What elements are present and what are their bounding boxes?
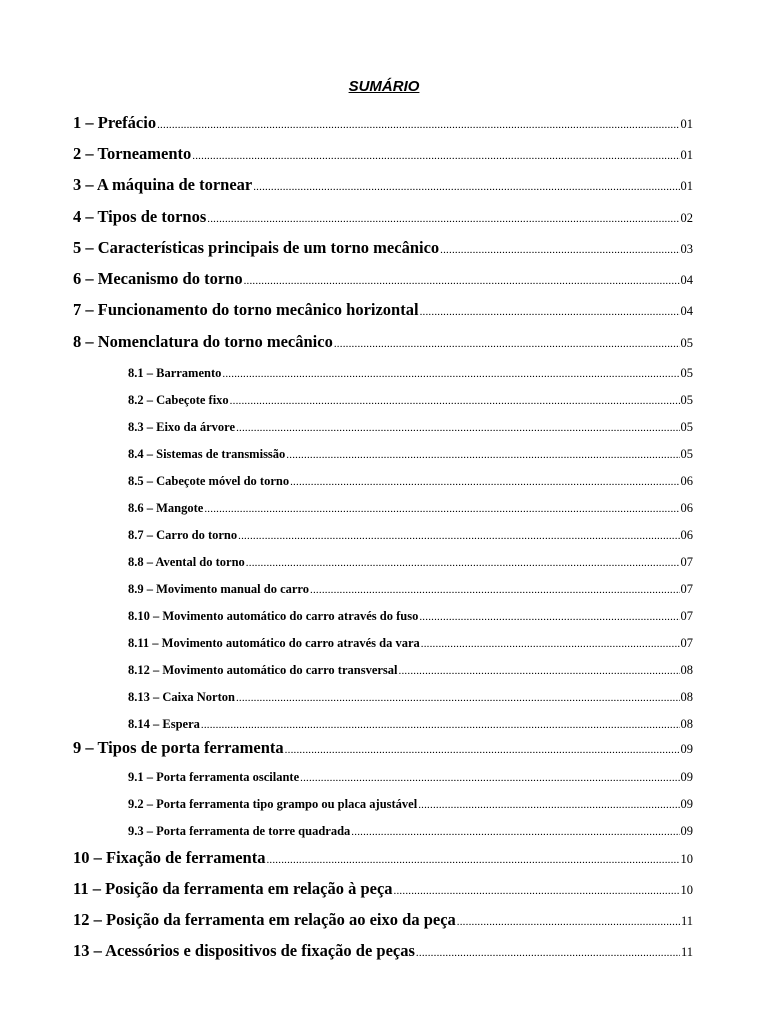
toc-entry-page-number: 07: [680, 582, 693, 596]
toc-entry-label: 8.3 – Eixo da árvore: [128, 420, 236, 434]
toc-entry-page-number: 11: [680, 945, 693, 959]
toc-entry-label: 9.1 – Porta ferramenta oscilante: [128, 770, 300, 784]
toc-entry-page-number: 01: [680, 179, 693, 193]
toc-entry: [128, 553, 693, 572]
toc-entry: [128, 795, 693, 814]
toc-entry: [128, 661, 693, 680]
toc-entry-label: 8 – Nomenclatura do torno mecânico: [73, 332, 333, 351]
toc-entry-label: 8.8 – Avental do torno: [128, 555, 245, 569]
toc-entry: [73, 331, 693, 355]
toc-entry: [128, 364, 693, 383]
toc-entry-page-number: 07: [680, 555, 693, 569]
toc-dot-leader: [286, 446, 679, 464]
toc-entry: [128, 822, 693, 841]
toc-entry-label: 8.13 – Caixa Norton: [128, 690, 235, 704]
toc-entry-page-number: 02: [680, 211, 693, 225]
toc-dot-leader: [236, 419, 679, 437]
toc-dot-leader: [416, 942, 680, 964]
toc-dot-leader: [204, 500, 679, 518]
toc-entry-page-number: 04: [680, 273, 693, 287]
toc-dot-leader: [310, 581, 679, 599]
toc-entry-page-number: 09: [680, 797, 693, 811]
toc-title: SUMÁRIO: [348, 78, 420, 95]
toc-entry: [73, 878, 693, 902]
toc-dot-leader: [266, 849, 679, 871]
toc-entry-label: 9.2 – Porta ferramenta tipo grampo ou placa ajustável: [128, 797, 418, 811]
toc-entry-page-number: 01: [680, 117, 693, 131]
toc-dot-leader: [157, 114, 679, 136]
toc-entry-label: 10 – Fixação de ferramenta: [73, 848, 266, 867]
toc-entry: [73, 940, 693, 964]
toc-dot-leader: [399, 662, 680, 680]
toc-entry: [128, 499, 693, 518]
toc-entry-label: 8.9 – Movimento manual do carro: [128, 582, 310, 596]
toc-dot-leader: [351, 823, 679, 841]
toc-entry-page-number: 07: [680, 609, 693, 623]
toc-dot-leader: [421, 635, 680, 653]
toc-entry: [73, 909, 693, 933]
toc-entry-label: 8.5 – Cabeçote móvel do torno: [128, 474, 290, 488]
toc-entry-page-number: 10: [680, 883, 693, 897]
toc-dot-leader: [253, 176, 679, 198]
toc-entry: [128, 715, 693, 734]
toc-dot-leader: [334, 333, 680, 355]
toc-entry-page-number: 03: [680, 242, 693, 256]
toc-dot-leader: [230, 392, 680, 410]
toc-entry: [128, 580, 693, 599]
toc-dot-leader: [201, 716, 680, 734]
toc-dot-leader: [300, 769, 679, 787]
toc-entry: [73, 847, 693, 871]
toc-entry: [128, 768, 693, 787]
toc-entry: [128, 391, 693, 410]
toc-dot-leader: [222, 365, 679, 383]
toc-entry-label: 8.12 – Movimento automático do carro transversal: [128, 663, 398, 677]
toc-entry-page-number: 08: [680, 663, 693, 677]
toc-dot-leader: [207, 208, 679, 230]
toc-entry-label: 4 – Tipos de tornos: [73, 207, 207, 226]
toc-entry: [73, 112, 693, 136]
toc-entry-label: 13 – Acessórios e dispositivos de fixação de peças: [73, 941, 415, 960]
toc-entry-page-number: 09: [680, 824, 693, 838]
toc-entry-label: 9 – Tipos de porta ferramenta: [73, 738, 284, 757]
toc-entry-page-number: 09: [680, 770, 693, 784]
toc-entry-label: 11 – Posição da ferramenta em relação à peça: [73, 879, 393, 898]
toc-entry: [128, 445, 693, 464]
toc-entry-label: 6 – Mecanismo do torno: [73, 269, 243, 288]
toc-entry-label: 8.1 – Barramento: [128, 366, 222, 380]
toc-dot-leader: [394, 880, 680, 902]
toc-entry-page-number: 10: [680, 852, 693, 866]
toc-entry: [73, 268, 693, 292]
toc-entry-page-number: 08: [680, 717, 693, 731]
toc-dot-leader: [418, 796, 679, 814]
toc-entry-page-number: 07: [680, 636, 693, 650]
toc-entry-page-number: 05: [680, 393, 693, 407]
toc-entry-page-number: 05: [680, 447, 693, 461]
toc-entry: [128, 472, 693, 491]
toc-dot-leader: [246, 554, 680, 572]
toc-entry-page-number: 05: [680, 420, 693, 434]
toc-entry-label: 8.14 – Espera: [128, 717, 200, 731]
toc-entry: [73, 174, 693, 198]
toc-dot-leader: [290, 473, 679, 491]
toc-entry-page-number: 05: [680, 336, 693, 350]
toc-entry: [73, 206, 693, 230]
toc-entry-page-number: 01: [680, 148, 693, 162]
toc-dot-leader: [419, 608, 679, 626]
toc-dot-leader: [285, 739, 680, 761]
toc-entry: [73, 737, 693, 761]
toc-dot-leader: [236, 689, 680, 707]
toc-entry-page-number: 08: [680, 690, 693, 704]
toc-entry-label: 2 – Torneamento: [73, 144, 192, 163]
toc-entry-page-number: 06: [680, 501, 693, 515]
toc-entry-label: 5 – Características principais de um torno mecânico: [73, 238, 440, 257]
toc-entry-page-number: 06: [680, 474, 693, 488]
toc-entry-label: 8.7 – Carro do torno: [128, 528, 238, 542]
toc-entry: [128, 688, 693, 707]
toc-dot-leader: [244, 270, 680, 292]
toc-dot-leader: [192, 145, 679, 167]
toc-entry: [128, 526, 693, 545]
toc-entry-label: 3 – A máquina de tornear: [73, 175, 253, 194]
toc-dot-leader: [238, 527, 679, 545]
toc-entry-label: 8.10 – Movimento automático do carro através do fuso: [128, 609, 419, 623]
toc-entry-page-number: 04: [680, 304, 693, 318]
toc-entry-page-number: 06: [680, 528, 693, 542]
toc-entry: [128, 607, 693, 626]
toc-entry: [73, 237, 693, 261]
toc-dot-leader: [457, 911, 680, 933]
toc-entry-page-number: 11: [680, 914, 693, 928]
toc-entry-label: 9.3 – Porta ferramenta de torre quadrada: [128, 824, 351, 838]
toc-entry-label: 8.11 – Movimento automático do carro através da vara: [128, 636, 420, 650]
toc-entry-label: 1 – Prefácio: [73, 113, 157, 132]
toc-entry-label: 7 – Funcionamento do torno mecânico horizontal: [73, 300, 419, 319]
toc-entry-page-number: 05: [680, 366, 693, 380]
toc-entry: [73, 299, 693, 323]
toc-entry-label: 8.4 – Sistemas de transmissão: [128, 447, 286, 461]
toc-entry-label: 8.2 – Cabeçote fixo: [128, 393, 229, 407]
toc-dot-leader: [420, 301, 680, 323]
toc-entry: [128, 634, 693, 653]
toc-entry-page-number: 09: [680, 742, 693, 756]
toc-entry-label: 12 – Posição da ferramenta em relação ao eixo da peça: [73, 910, 456, 929]
toc-entry: [73, 143, 693, 167]
toc-entry-label: 8.6 – Mangote: [128, 501, 204, 515]
toc-entry: [128, 418, 693, 437]
toc-dot-leader: [440, 239, 679, 261]
